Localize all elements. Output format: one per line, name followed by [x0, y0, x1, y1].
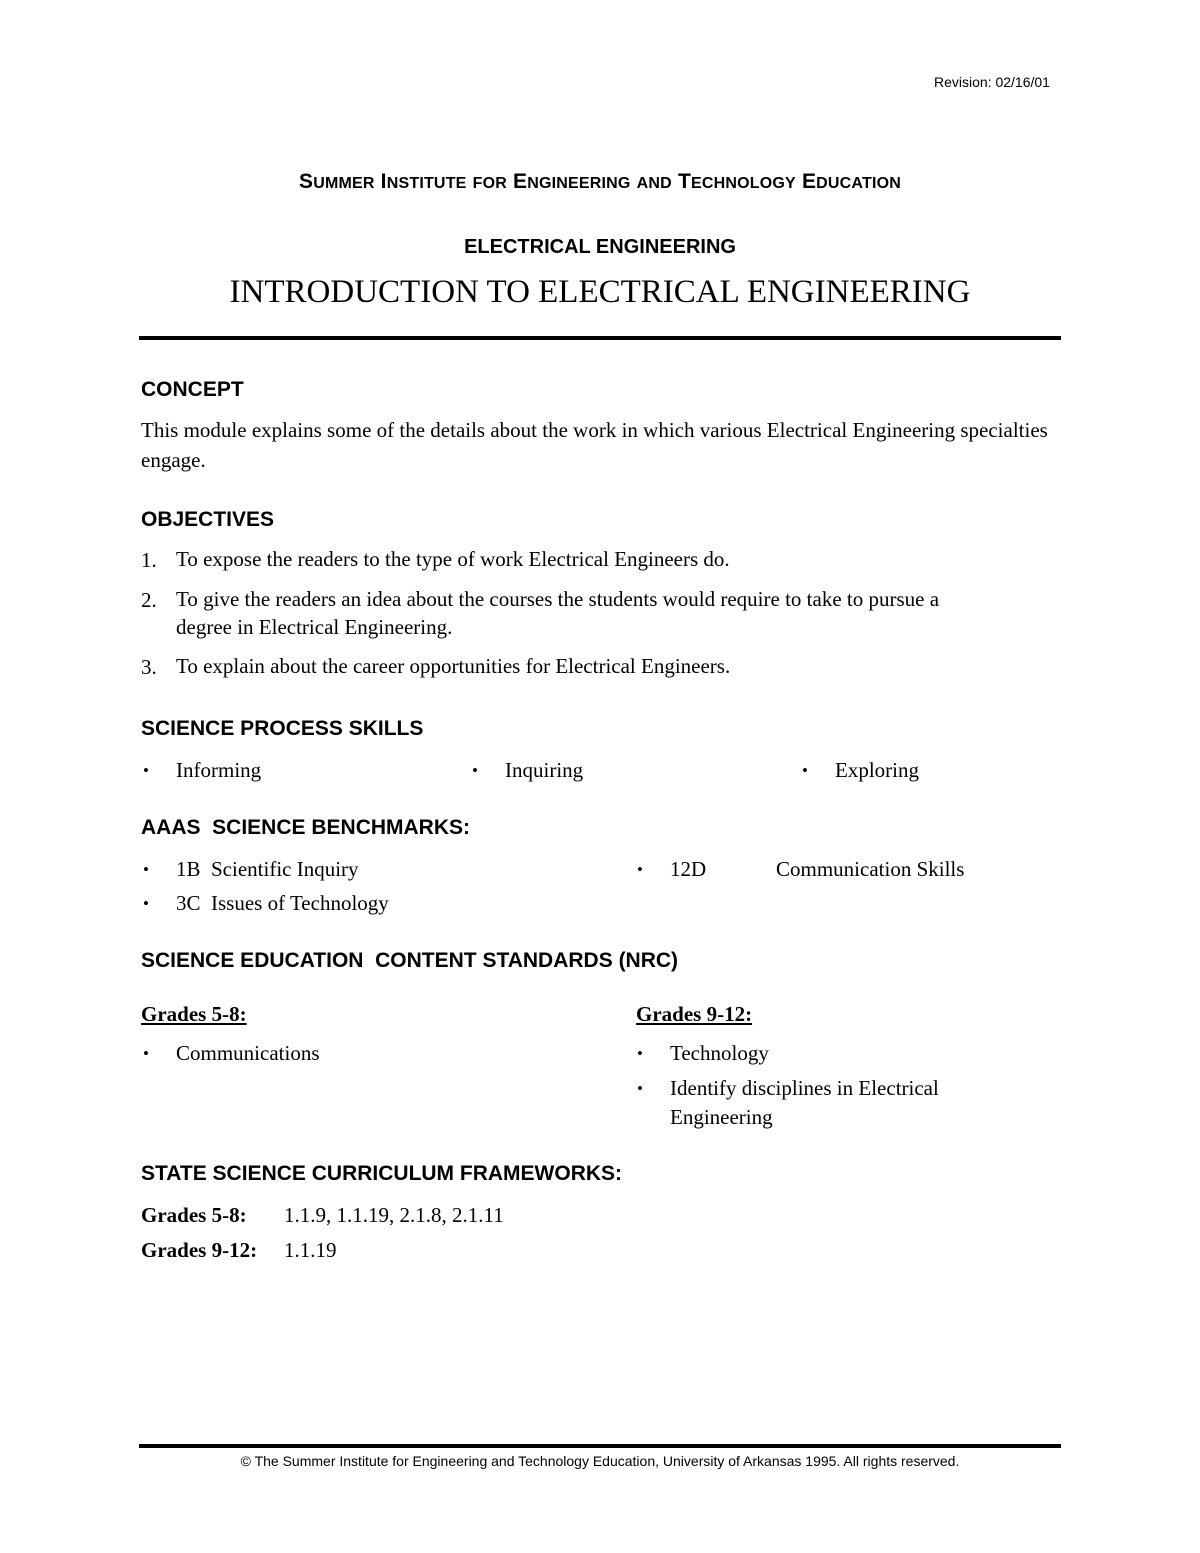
bullet-icon: • [143, 1044, 149, 1063]
objective-number: 1. [141, 548, 157, 572]
process-skill: Exploring [835, 758, 919, 782]
framework-grade-label: Grades 9-12: [141, 1238, 258, 1262]
grades-5-8-label: Grades 5-8: [141, 1002, 247, 1026]
benchmark-code: 1B [176, 857, 201, 881]
concept-heading: CONCEPT [141, 378, 244, 401]
benchmarks-heading: AAAS SCIENCE BENCHMARKS: [141, 816, 471, 839]
objective-number: 2. [141, 588, 157, 612]
bullet-icon: • [637, 1079, 643, 1098]
standard-item: Communications [176, 1041, 320, 1065]
framework-values: 1.1.19 [284, 1238, 337, 1262]
concept-text: This module explains some of the details about the work in which various Electrical Engineering specialties engage. [141, 418, 1048, 472]
bullet-icon: • [143, 860, 149, 879]
bullet-icon: • [637, 860, 643, 879]
content-standards-heading: SCIENCE EDUCATION CONTENT STANDARDS (NRC) [141, 949, 679, 972]
objective-text: To expose the readers to the type of work Electrical Engineers do. [176, 547, 730, 571]
standard-item-continued: Engineering [670, 1105, 773, 1129]
objective-text-continued: degree in Electrical Engineering. [176, 615, 453, 639]
framework-values: 1.1.9, 1.1.19, 2.1.8, 2.1.11 [284, 1203, 504, 1227]
benchmark-code: 12D [670, 857, 707, 881]
standard-item: Identify disciplines in Electrical [670, 1076, 939, 1100]
department-heading: ELECTRICAL ENGINEERING [464, 236, 736, 258]
grades-9-12-label: Grades 9-12: [636, 1002, 753, 1026]
process-skill: Informing [176, 758, 262, 782]
frameworks-heading: STATE SCIENCE CURRICULUM FRAMEWORKS: [141, 1162, 623, 1185]
benchmark-label: Communication Skills [776, 857, 965, 881]
standard-item: Technology [670, 1041, 769, 1065]
bullet-icon: • [143, 761, 149, 780]
page-title: INTRODUCTION TO ELECTRICAL ENGINEERING [229, 274, 971, 310]
framework-grade-label: Grades 5-8: [141, 1203, 247, 1227]
objective-text: To explain about the career opportunities for Electrical Engineers. [176, 654, 731, 678]
benchmark-code: 3C [176, 891, 201, 915]
copyright-footer: © The Summer Institute for Engineering and Technology Education, University of Arkansas 1995. All rights reserved. [240, 1453, 960, 1469]
bullet-icon: • [802, 761, 808, 780]
bullet-icon: • [143, 894, 149, 913]
header-divider [139, 336, 1061, 340]
objectives-heading: OBJECTIVES [141, 508, 275, 531]
institute-title: SUMMER INSTITUTE FOR ENGINEERING AND TECHNOLOGY EDUCATION [298, 170, 902, 193]
process-skill: Inquiring [505, 758, 584, 782]
benchmark-label: Scientific Inquiry [211, 857, 359, 881]
objective-number: 3. [141, 655, 157, 679]
bullet-icon: • [472, 761, 478, 780]
process-skills-heading: SCIENCE PROCESS SKILLS [141, 717, 424, 740]
bullet-icon: • [637, 1044, 643, 1063]
footer-divider [139, 1444, 1061, 1448]
benchmark-label: Issues of Technology [211, 891, 389, 915]
revision-date: Revision: 02/16/01 [934, 74, 1050, 90]
objective-text: To give the readers an idea about the courses the students would require to take to pursue a [176, 587, 940, 611]
